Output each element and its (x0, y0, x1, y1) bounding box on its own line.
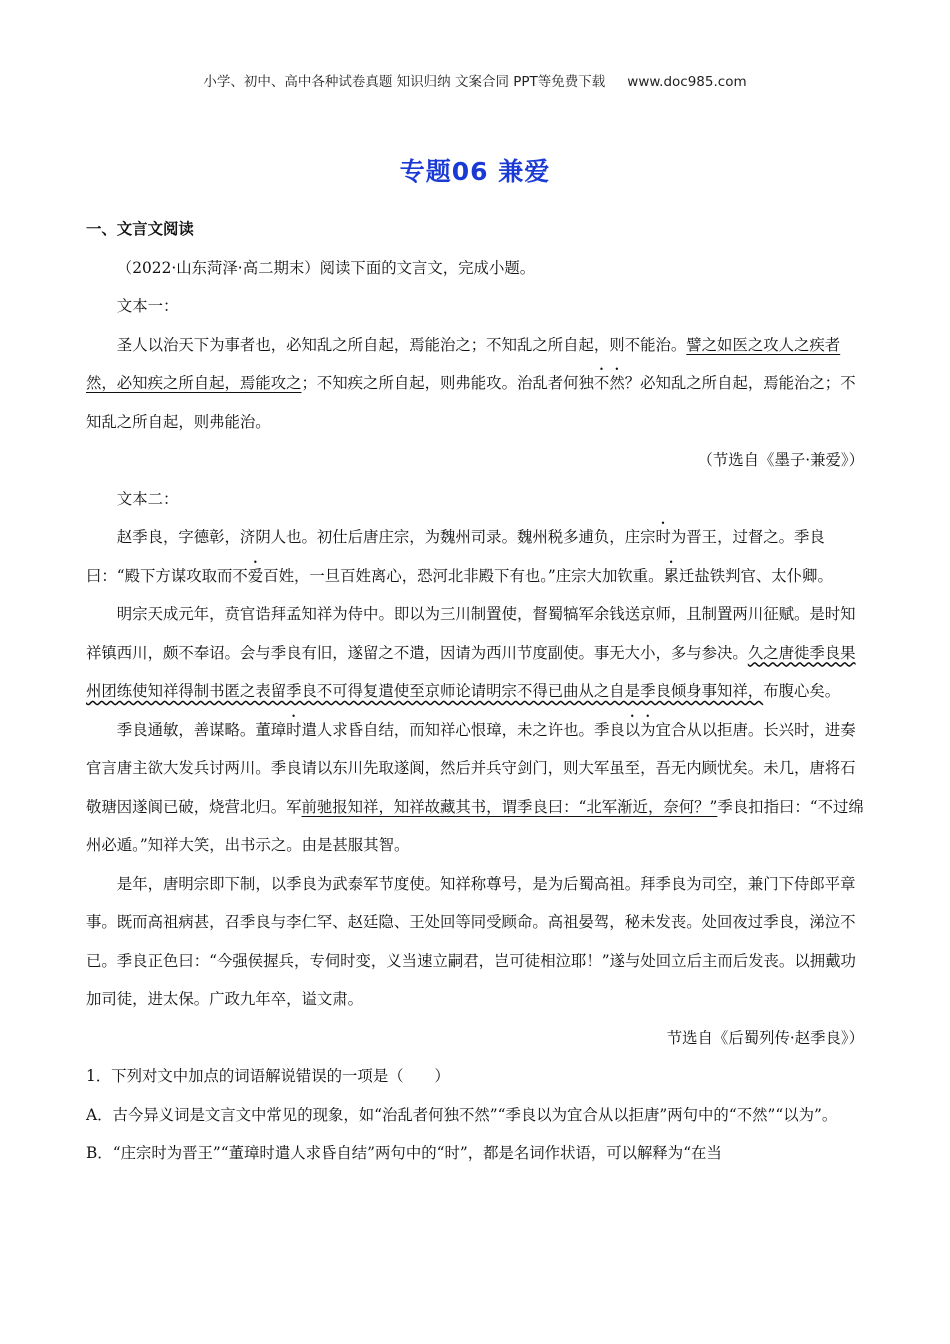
option-a: A．古今异义词是文言文中常见的现象，如“治乱者何独不然”“季良以为宜合从以拒唐”两句中的“不然”“以为”。 (86, 1105, 838, 1124)
text-run: 季良通敏，善谋略。董璋 (116, 720, 287, 739)
dotted-word: 不然 (593, 374, 625, 392)
dotted-word: 以为 (624, 720, 656, 739)
text2-paragraph-2 (86, 595, 864, 711)
question-stem: 1．下列对文中加点的词语解说错误的一项是（ ） (86, 1067, 450, 1085)
text-run: 遣人求昏自结，而知祥心恨璋，未之许也。季良 (301, 720, 625, 739)
text1-label: 文本一： (116, 297, 179, 315)
document-body (86, 210, 864, 1173)
text1-paragraph (86, 326, 864, 442)
text-run: 迁盐铁判官、太仆卿。 (678, 566, 833, 585)
text-run: 季良扣指曰：“不过绵州必遁。”知祥大笑，出书示之。由是甚服其智。 (86, 797, 864, 854)
text-run: 为晋王，过督之。季良曰：“殿下方谋攻取而不 (86, 528, 825, 585)
dotted-word: 累 (663, 566, 679, 585)
page-header (0, 70, 950, 90)
text-run: ；不知疾之所自起，则弗能攻。治乱者何独 (301, 374, 594, 392)
text-run: 赵季良，字德彰，济阴人也。初仕后唐庄宗，为魏州司录。魏州税多逋负，庄宗 (116, 528, 656, 546)
header-text: 小学、初中、高中各种试卷真题 知识归纳 文案合同 PPT等免费下载 (203, 74, 606, 90)
text2-paragraph-3 (86, 711, 864, 865)
text-run: 圣人以治天下为事者也，必知乱之所自起，焉能治之；不知乱之所自起，则不能治。 (116, 335, 687, 354)
dotted-word: 时 (286, 720, 302, 739)
text2-paragraph-4: 是年，唐明宗即下制，以季良为武泰军节度使。知祥称尊号，是为后蜀高祖。拜季良为司空，兼门下侍郎平章事。既而高祖病甚，召季良与李仁罕、赵廷隐、王处回等同受顾命。高祖晏驾，秘未发丧。处回夜过季良，涕泣不已。季良正色曰：“今强侯握兵，专伺时变，义当速立嗣君，岂可徒相泣耶！”遂与处回立后主而后发丧。以拥戴功加司徒，进太保。广政九年卒，谥文肃。 (86, 874, 856, 1008)
dotted-word: 时 (655, 528, 671, 546)
text-run: 宜合从以拒唐。长兴时，进奏官言唐主欲大发兵讨两川。季良请以东川先取遂阆，然后并兵守剑门，则大军虽至，吾无内顾忧矣。未几，唐将石敬瑭因遂阆已破，烧营北归。军 (86, 720, 856, 816)
text1-source: （节选自《墨子·兼爱》） (697, 451, 864, 469)
text-run: 布腹心矣。 (763, 682, 841, 700)
option-b: B．“庄宗时为晋王”“董璋时遣人求昏自结”两句中的“时”，都是名词作状语，可以解释为“在当 (86, 1144, 722, 1162)
section-heading: 一、文言文阅读 (86, 220, 194, 238)
underlined-sentence: 前驰报知祥，知祥故藏其书，谓季良曰：“北军渐近，奈何？” (301, 797, 718, 816)
text-run: 明宗天成元年，贲官诰拜孟知祥为侍中。即以为三川制置使，督蜀犒军余钱送京师，且制置两川征赋。是时知祥镇西川，颇不奉诏。会与季良有旧，遂留之不遣，因请为西川节度副使。事无大小，多与参决。 (86, 605, 856, 662)
text-run: ？必知乱之所自起，焉能治之；不知乱之所自起，则弗能治。 (86, 374, 856, 431)
page-title: 专题06 兼爱 (399, 157, 551, 186)
text2-label: 文本二： (116, 489, 179, 508)
wavy-underlined-sentence: 久之唐徙季良果州团练使知祥得制书匿之表留季良不可得复遣使至京师论请明宗不得已曲从之自是季良倾身事知祥， (86, 643, 856, 700)
underlined-sentence: 譬之如医之攻人之疾者然，必知疾之所自起，焉能攻之 (86, 335, 841, 392)
header-url[interactable]: www.doc985.com (627, 74, 747, 90)
text2-paragraph-1 (86, 518, 864, 595)
text2-source: 节选自《后蜀列传·赵季良》） (666, 1028, 864, 1047)
intro-line: （2022·山东菏泽·高二期末）阅读下面的文言文，完成小题。 (116, 258, 536, 277)
text-run: 百姓，一旦百姓离心，恐河北非殿下有也。”庄宗大加钦重。 (263, 566, 664, 585)
dotted-word: 爱 (247, 566, 264, 585)
